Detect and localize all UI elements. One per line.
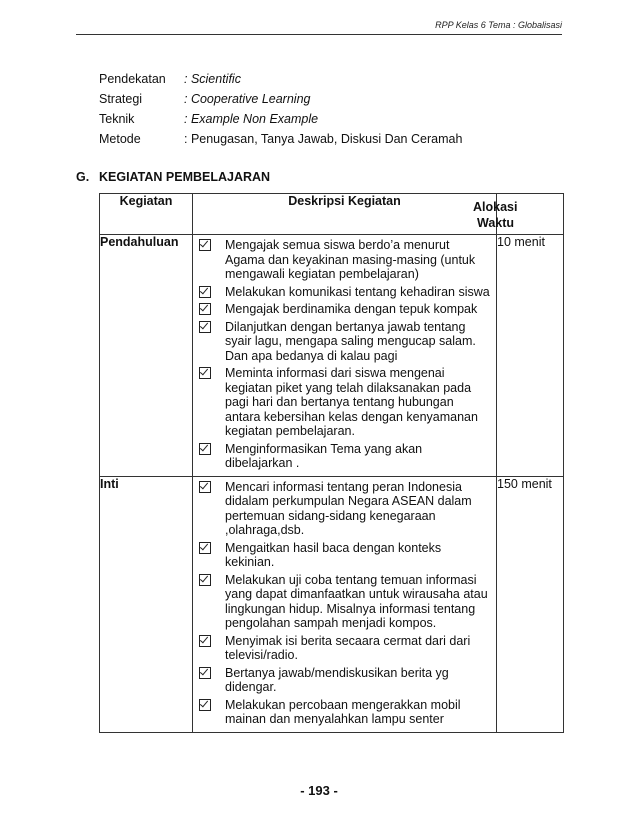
info-value: : Penugasan, Tanya Jawab, Diskusi Dan Ceramah xyxy=(184,132,463,146)
info-value: : Cooperative Learning xyxy=(184,92,311,106)
list-item xyxy=(197,634,490,663)
activity-list xyxy=(193,477,496,732)
header-alokasi: Alokasi xyxy=(473,200,518,214)
checkbox-icon xyxy=(199,321,211,333)
list-item xyxy=(197,285,490,300)
activity-list xyxy=(193,235,496,476)
checkbox-icon xyxy=(199,239,211,251)
info-value: : Example Non Example xyxy=(184,112,319,126)
header-deskripsi: Deskripsi Kegiatan xyxy=(193,194,497,235)
kegiatan-cell: Pendahuluan xyxy=(100,235,193,477)
item-text: Melakukan komunikasi tentang kehadiran siswa xyxy=(225,284,490,299)
item-text: Dilanjutkan dengan bertanya jawab tentang syair lagu, mengapa saling mengucap salam. Dan apa bedanya di kalau pagi xyxy=(225,319,476,363)
item-text: Melakukan uji coba tentang temuan informasi yang dapat dimanfaatkan untuk wirausaha atau lingkungan hidup. Misalnya informasi tentang pengolahan sampah menjadi kompos. xyxy=(225,572,488,630)
section-title: KEGIATAN PEMBELAJARAN xyxy=(99,170,271,184)
list-item xyxy=(197,573,490,631)
info-value: : Scientific xyxy=(184,72,241,86)
checkbox-icon xyxy=(199,574,211,586)
table-header-row xyxy=(100,194,564,235)
list-item xyxy=(197,480,490,538)
table-row xyxy=(100,235,564,477)
header-alokasi-waktu xyxy=(473,194,564,235)
checkbox-icon xyxy=(199,303,211,315)
item-text: Mengajak berdinamika dengan tepuk kompak xyxy=(225,302,478,316)
checkbox-icon xyxy=(199,667,211,679)
list-item xyxy=(197,366,490,439)
checkbox-icon xyxy=(199,286,211,298)
header-divider xyxy=(76,34,562,35)
item-text: Mengaitkan hasil baca dengan konteks kekinian. xyxy=(225,540,442,569)
info-label: Teknik xyxy=(99,112,135,126)
section-heading xyxy=(76,170,270,184)
list-item xyxy=(197,442,490,471)
section-number: G. xyxy=(76,170,90,184)
item-text: Melakukan percobaan mengerakkan mobil mainan dan menyalahkan lampu senter xyxy=(225,697,461,726)
info-label: Strategi xyxy=(99,92,143,106)
item-text: Bertanya jawab/mendiskusikan berita yg didengar. xyxy=(225,665,449,694)
checkbox-icon xyxy=(199,481,211,493)
list-item xyxy=(197,238,490,282)
activity-table xyxy=(99,193,564,733)
checkbox-icon xyxy=(199,443,211,455)
list-item xyxy=(197,698,490,727)
checkbox-icon xyxy=(199,699,211,711)
item-text: Menyimak isi berita secaara cermat dari dari televisi/radio. xyxy=(225,633,471,662)
document-header-title: RPP Kelas 6 Tema : Globalisasi xyxy=(435,20,562,30)
header-waktu: Waktu xyxy=(477,216,515,230)
item-text: Menginformasikan Tema yang akan dibelajarkan . xyxy=(225,441,423,470)
list-item xyxy=(197,541,490,570)
deskripsi-cell xyxy=(193,235,497,477)
item-text: Meminta informasi dari siswa mengenai kegiatan piket yang telah dilaksanakan pada pagi hari dan bertanya tentang hubungan antara kebersihan kelas dengan kenyamanan kegiatan pembelajaran. xyxy=(225,366,478,438)
checkbox-icon xyxy=(199,635,211,647)
list-item xyxy=(197,320,490,364)
header-kegiatan: Kegiatan xyxy=(100,194,193,235)
deskripsi-cell xyxy=(193,476,497,732)
item-text: Mencari informasi tentang peran Indonesia didalam perkumpulan Negara ASEAN dalam pertemuan sidang-sidang kenegaraan ,olahraga,dsb. xyxy=(225,479,472,537)
info-label: Pendekatan xyxy=(99,72,166,86)
list-item xyxy=(197,302,490,317)
item-text: Mengajak semua siswa berdo’a menurut Agama dan keyakinan masing-masing (untuk mengawali kegiatan pembelajaran) xyxy=(225,238,476,281)
waktu-cell: 150 menit xyxy=(497,476,564,732)
list-item xyxy=(197,666,490,695)
checkbox-icon xyxy=(199,542,211,554)
checkbox-icon xyxy=(199,367,211,379)
info-label: Metode xyxy=(99,132,141,146)
kegiatan-cell: Inti xyxy=(100,476,193,732)
page-number: - 193 - xyxy=(300,783,338,798)
table-row xyxy=(100,476,564,732)
waktu-cell: 10 menit xyxy=(497,235,564,477)
